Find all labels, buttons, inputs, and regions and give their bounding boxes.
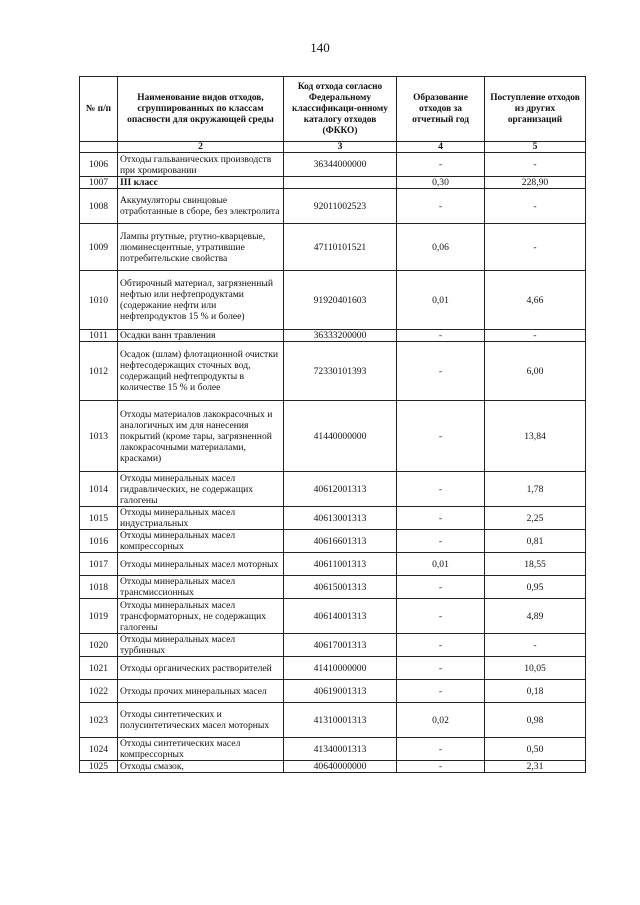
table-row [80,738,586,761]
table-row [80,761,586,773]
table-header [80,77,586,153]
received-value: 0,81 [485,530,586,553]
waste-name: Отходы минеральных масел трансмиссионных [118,576,284,599]
waste-name: Отходы минеральных масел компрессорных [118,530,284,553]
received-value: - [485,634,586,657]
header-waste-name: Наименование видов отходов, сгруппированных по классам опасности для окружающей среды [118,77,284,142]
waste-name: Отходы смазок, [118,761,284,773]
table-row [80,472,586,507]
waste-name: Отходы синтетических и полусинтетических масел моторных [118,703,284,738]
received-value: 1,78 [485,472,586,507]
received-value: 13,84 [485,401,586,472]
generated-value: - [397,761,485,773]
row-number: 1013 [80,401,118,472]
fkko-code: 40611001313 [284,553,397,576]
waste-name: Отходы минеральных масел гидравлических, не содержащих галогены [118,472,284,507]
received-value: - [485,330,586,342]
waste-name: Отходы материалов лакокрасочных и аналогичных им для нанесения покрытий (кроме тары, загрязненной лакокрасочными материалами, красками) [118,401,284,472]
generated-value: - [397,330,485,342]
row-number: 1017 [80,553,118,576]
received-value: 0,95 [485,576,586,599]
fkko-code: 41310001313 [284,703,397,738]
column-number [80,142,118,153]
header-number: № п/п [80,77,118,142]
table-row [80,507,586,530]
received-value: 4,89 [485,599,586,634]
waste-name: Осадок (шлам) флотационной очистки нефтесодержащих сточных вод, содержащий нефтепродукты в количестве 15 % и более [118,342,284,401]
row-number: 1007 [80,177,118,189]
generated-value: - [397,153,485,177]
waste-name: Отходы гальванических производств при хромировании [118,153,284,177]
header-row [80,77,586,142]
fkko-code: 40616601313 [284,530,397,553]
column-number: 2 [118,142,284,153]
fkko-code: 91920401603 [284,271,397,330]
fkko-code: 47110101521 [284,224,397,271]
page-number: 140 [310,40,330,55]
table-row [80,680,586,703]
row-number: 1021 [80,657,118,680]
received-value: 228,90 [485,177,586,189]
generated-value: - [397,507,485,530]
table-row [80,553,586,576]
table-row [80,703,586,738]
column-number: 4 [397,142,485,153]
waste-name: Лампы ртутные, ртутно-кварцевые, люминесцентные, утратившие потребительские свойства [118,224,284,271]
fkko-code: 40617001313 [284,634,397,657]
generated-value: 0,02 [397,703,485,738]
fkko-code: 40613001313 [284,507,397,530]
table-body [80,153,586,773]
waste-name: Отходы минеральных масел турбинных [118,634,284,657]
generated-value: - [397,634,485,657]
waste-name: Осадки ванн травления [118,330,284,342]
row-number: 1006 [80,153,118,177]
waste-name: III класс [118,177,284,189]
row-number: 1025 [80,761,118,773]
row-number: 1009 [80,224,118,271]
row-number: 1020 [80,634,118,657]
fkko-code: 40619001313 [284,680,397,703]
received-value: 10,05 [485,657,586,680]
fkko-code: 41340001313 [284,738,397,761]
table-row [80,342,586,401]
fkko-code [284,177,397,189]
fkko-code: 40615001313 [284,576,397,599]
waste-name: Отходы минеральных масел индустриальных [118,507,284,530]
fkko-code: 36344000000 [284,153,397,177]
row-number: 1019 [80,599,118,634]
generated-value: - [397,657,485,680]
header-received: Поступление отходов из других организаций [485,77,586,142]
table-row [80,634,586,657]
fkko-code: 40614001313 [284,599,397,634]
received-value: - [485,153,586,177]
table-row [80,224,586,271]
table-row [80,330,586,342]
table-row [80,271,586,330]
received-value: - [485,189,586,224]
generated-value: - [397,342,485,401]
row-number: 1022 [80,680,118,703]
generated-value: 0,01 [397,271,485,330]
row-number: 1010 [80,271,118,330]
generated-value: - [397,738,485,761]
table-row [80,153,586,177]
row-number: 1015 [80,507,118,530]
received-value: 2,31 [485,761,586,773]
waste-name: Отходы синтетических масел компрессорных [118,738,284,761]
row-number: 1024 [80,738,118,761]
waste-name: Отходы органических растворителей [118,657,284,680]
generated-value: 0,06 [397,224,485,271]
waste-name: Обтирочный материал, загрязненный нефтью или нефтепродуктами (содержание нефти или нефтепродуктов 15 % и более) [118,271,284,330]
row-number: 1012 [80,342,118,401]
fkko-code: 72330101393 [284,342,397,401]
generated-value: - [397,680,485,703]
received-value: 4,66 [485,271,586,330]
generated-value: - [397,530,485,553]
fkko-code: 41410000000 [284,657,397,680]
row-number: 1023 [80,703,118,738]
fkko-code: 36333200000 [284,330,397,342]
generated-value: 0,30 [397,177,485,189]
received-value: 18,55 [485,553,586,576]
fkko-code: 40612001313 [284,472,397,507]
table-row [80,177,586,189]
generated-value: - [397,401,485,472]
table-row [80,657,586,680]
row-number: 1008 [80,189,118,224]
waste-name: Аккумуляторы свинцовые отработанные в сборе, без электролита [118,189,284,224]
fkko-code: 92011002523 [284,189,397,224]
waste-name: Отходы минеральных масел трансформаторных, не содержащих галогены [118,599,284,634]
waste-name: Отходы прочих минеральных масел [118,680,284,703]
received-value: 6,00 [485,342,586,401]
received-value: 0,50 [485,738,586,761]
received-value: 0,18 [485,680,586,703]
received-value: 2,25 [485,507,586,530]
table-row [80,576,586,599]
received-value: 0,98 [485,703,586,738]
row-number: 1016 [80,530,118,553]
column-number: 5 [485,142,586,153]
row-number: 1018 [80,576,118,599]
waste-name: Отходы минеральных масел моторных [118,553,284,576]
table-row [80,189,586,224]
column-number-row [80,142,586,153]
waste-table [79,76,586,773]
generated-value: - [397,599,485,634]
generated-value: - [397,576,485,599]
generated-value: 0,01 [397,553,485,576]
table-row [80,401,586,472]
row-number: 1014 [80,472,118,507]
fkko-code: 41440000000 [284,401,397,472]
table-row [80,530,586,553]
generated-value: - [397,472,485,507]
header-fkko-code: Код отхода согласно Федеральному классификаци-онному каталогу отходов (ФККО) [284,77,397,142]
fkko-code: 40640000000 [284,761,397,773]
header-generated: Образование отходов за отчетный год [397,77,485,142]
received-value: - [485,224,586,271]
row-number: 1011 [80,330,118,342]
table-row [80,599,586,634]
generated-value: - [397,189,485,224]
column-number: 3 [284,142,397,153]
